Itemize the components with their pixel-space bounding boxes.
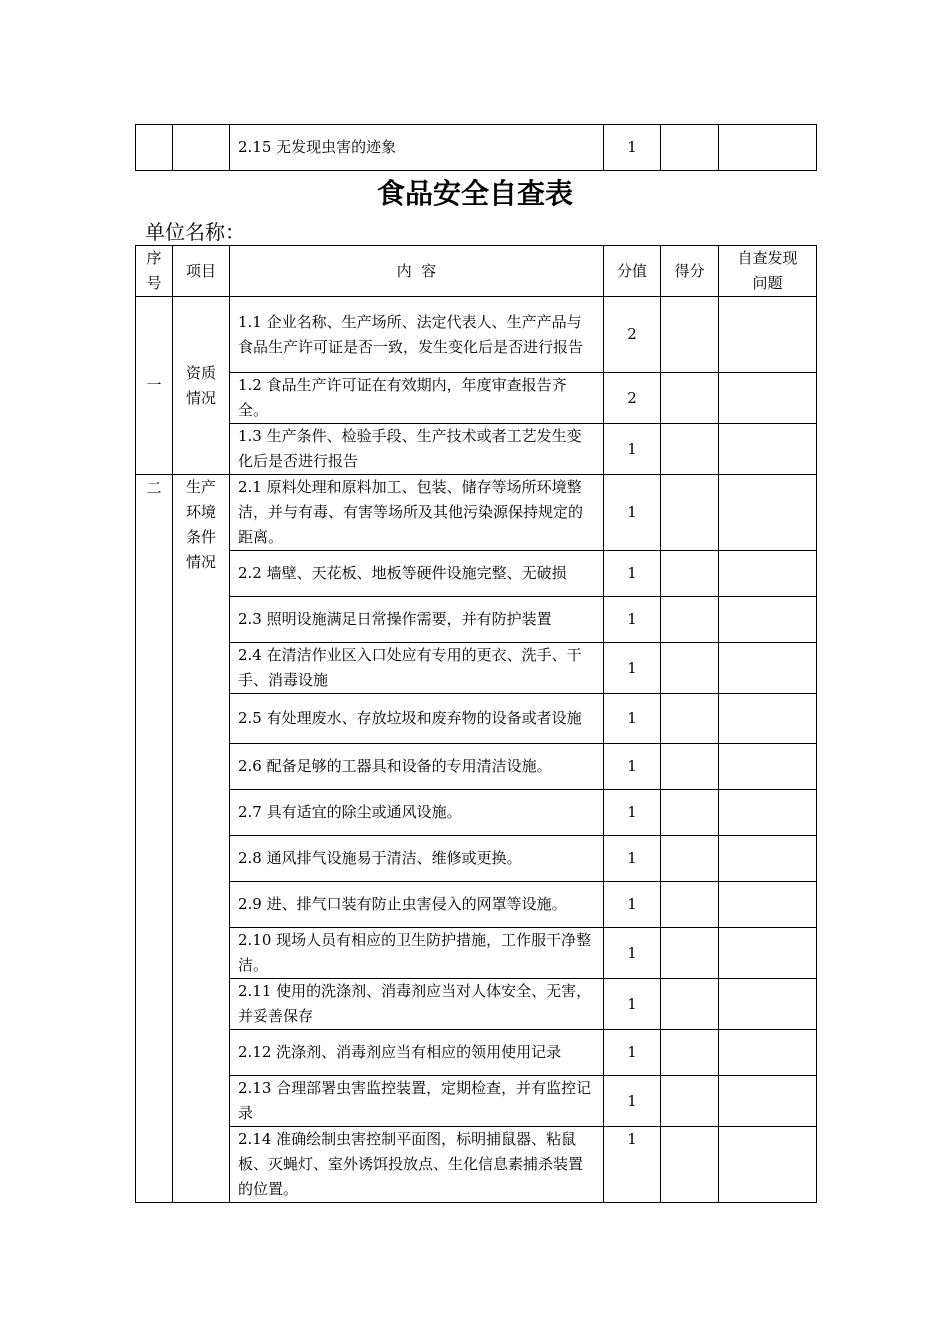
score-cell: 1	[604, 643, 661, 694]
issues-cell[interactable]	[719, 1076, 817, 1127]
issues-cell[interactable]	[719, 836, 817, 882]
score-cell: 1	[604, 928, 661, 979]
score-cell: 2	[604, 373, 661, 424]
got-cell[interactable]	[661, 643, 719, 694]
header-item: 项目	[173, 246, 230, 297]
content-cell: 2.2 墙壁、天花板、地板等硬件设施完整、无破损	[230, 551, 604, 597]
seq-cell	[136, 125, 173, 171]
table-row	[136, 373, 817, 424]
got-cell[interactable]	[661, 790, 719, 836]
table-row	[136, 475, 817, 551]
header-score: 分值	[604, 246, 661, 297]
issues-cell[interactable]	[719, 597, 817, 643]
content-cell: 2.14 准确绘制虫害控制平面图，标明捕鼠器、粘鼠板、灭蝇灯、室外诱饵投放点、生化信息素捕杀装置的位置。	[230, 1127, 604, 1203]
issues-cell[interactable]	[719, 1127, 817, 1203]
previous-page-table	[135, 124, 817, 171]
content-cell: 2.6 配备足够的工器具和设备的专用清洁设施。	[230, 744, 604, 790]
content-cell: 2.9 进、排气口装有防止虫害侵入的网罩等设施。	[230, 882, 604, 928]
issues-cell[interactable]	[719, 643, 817, 694]
issues-cell[interactable]	[719, 694, 817, 744]
table-row	[136, 125, 817, 171]
score-cell: 1	[604, 551, 661, 597]
content-cell: 2.12 洗涤剂、消毒剂应当有相应的领用使用记录	[230, 1030, 604, 1076]
table-row	[136, 643, 817, 694]
table-body	[136, 297, 817, 1203]
got-cell[interactable]	[661, 979, 719, 1030]
section-item-cell: 生产环境条件情况	[173, 475, 230, 1203]
table-row	[136, 597, 817, 643]
issues-cell[interactable]	[719, 424, 817, 475]
got-cell[interactable]	[661, 597, 719, 643]
got-cell[interactable]	[661, 475, 719, 551]
score-cell: 1	[604, 882, 661, 928]
content-cell: 2.3 照明设施满足日常操作需要，并有防护装置	[230, 597, 604, 643]
content-cell: 1.2 食品生产许可证在有效期内，年度审查报告齐全。	[230, 373, 604, 424]
table-row	[136, 551, 817, 597]
section-item-cell: 资质情况	[173, 297, 230, 475]
got-cell[interactable]	[661, 928, 719, 979]
content-cell: 2.8 通风排气设施易于清洁、维修或更换。	[230, 836, 604, 882]
header-content: 内 容	[230, 246, 604, 297]
table-row	[136, 744, 817, 790]
got-cell[interactable]	[661, 551, 719, 597]
issues-cell[interactable]	[719, 979, 817, 1030]
section-seq-cell: 一	[136, 297, 173, 475]
got-cell[interactable]	[661, 1076, 719, 1127]
score-cell: 1	[604, 475, 661, 551]
issues-cell[interactable]	[719, 373, 817, 424]
section-seq-cell: 二	[136, 475, 173, 1203]
issues-cell[interactable]	[719, 475, 817, 551]
table-row	[136, 928, 817, 979]
score-cell: 1	[604, 836, 661, 882]
score-cell: 1	[604, 979, 661, 1030]
got-cell	[661, 125, 719, 171]
score-cell: 1	[604, 125, 661, 171]
content-cell: 1.3 生产条件、检验手段、生产技术或者工艺发生变化后是否进行报告	[230, 424, 604, 475]
content-cell: 1.1 企业名称、生产场所、法定代表人、生产产品与食品生产许可证是否一致，发生变化后是否进行报告	[230, 297, 604, 373]
header-row	[136, 246, 817, 297]
table-row	[136, 882, 817, 928]
score-cell: 1	[604, 597, 661, 643]
score-cell: 1	[604, 744, 661, 790]
header-issues: 自查发现问题	[719, 246, 817, 297]
content-cell: 2.15 无发现虫害的迹象	[230, 125, 604, 171]
issues-cell[interactable]	[719, 882, 817, 928]
got-cell[interactable]	[661, 744, 719, 790]
got-cell[interactable]	[661, 882, 719, 928]
issues-cell[interactable]	[719, 744, 817, 790]
score-cell: 1	[604, 694, 661, 744]
page-title: 食品安全自查表	[376, 177, 573, 210]
unit-name-label: 单位名称：	[145, 220, 245, 244]
table-row	[136, 297, 817, 373]
table-row	[136, 1030, 817, 1076]
content-cell: 2.13 合理部署虫害监控装置，定期检查，并有监控记录	[230, 1076, 604, 1127]
score-cell: 1	[604, 1076, 661, 1127]
issues-cell[interactable]	[719, 297, 817, 373]
issues-cell[interactable]	[719, 790, 817, 836]
table-row	[136, 1127, 817, 1203]
content-cell: 2.11 使用的洗涤剂、消毒剂应当对人体安全、无害，并妥善保存	[230, 979, 604, 1030]
score-cell: 1	[604, 790, 661, 836]
got-cell[interactable]	[661, 694, 719, 744]
content-cell: 2.10 现场人员有相应的卫生防护措施，工作服干净整洁。	[230, 928, 604, 979]
table-row	[136, 790, 817, 836]
issues-cell	[719, 125, 817, 171]
self-check-table	[135, 245, 817, 1203]
content-cell: 2.1 原料处理和原料加工、包装、储存等场所环境整洁，并与有毒、有害等场所及其他污染源保持规定的距离。	[230, 475, 604, 551]
got-cell[interactable]	[661, 424, 719, 475]
got-cell[interactable]	[661, 373, 719, 424]
score-cell: 1	[604, 1030, 661, 1076]
got-cell[interactable]	[661, 1030, 719, 1076]
header-seq: 序号	[136, 246, 173, 297]
table-row	[136, 694, 817, 744]
issues-cell[interactable]	[719, 1030, 817, 1076]
item-cell	[173, 125, 230, 171]
score-cell: 2	[604, 297, 661, 373]
table-row	[136, 979, 817, 1030]
score-cell: 1	[604, 1127, 661, 1203]
score-cell: 1	[604, 424, 661, 475]
content-cell: 2.7 具有适宜的除尘或通风设施。	[230, 790, 604, 836]
header-got: 得分	[661, 246, 719, 297]
table-row	[136, 836, 817, 882]
issues-cell[interactable]	[719, 928, 817, 979]
table-row	[136, 424, 817, 475]
got-cell[interactable]	[661, 297, 719, 373]
content-cell: 2.5 有处理废水、存放垃圾和废弃物的设备或者设施	[230, 694, 604, 744]
got-cell[interactable]	[661, 836, 719, 882]
issues-cell[interactable]	[719, 551, 817, 597]
content-cell: 2.4 在清洁作业区入口处应有专用的更衣、洗手、干手、消毒设施	[230, 643, 604, 694]
got-cell[interactable]	[661, 1127, 719, 1203]
table-row	[136, 1076, 817, 1127]
